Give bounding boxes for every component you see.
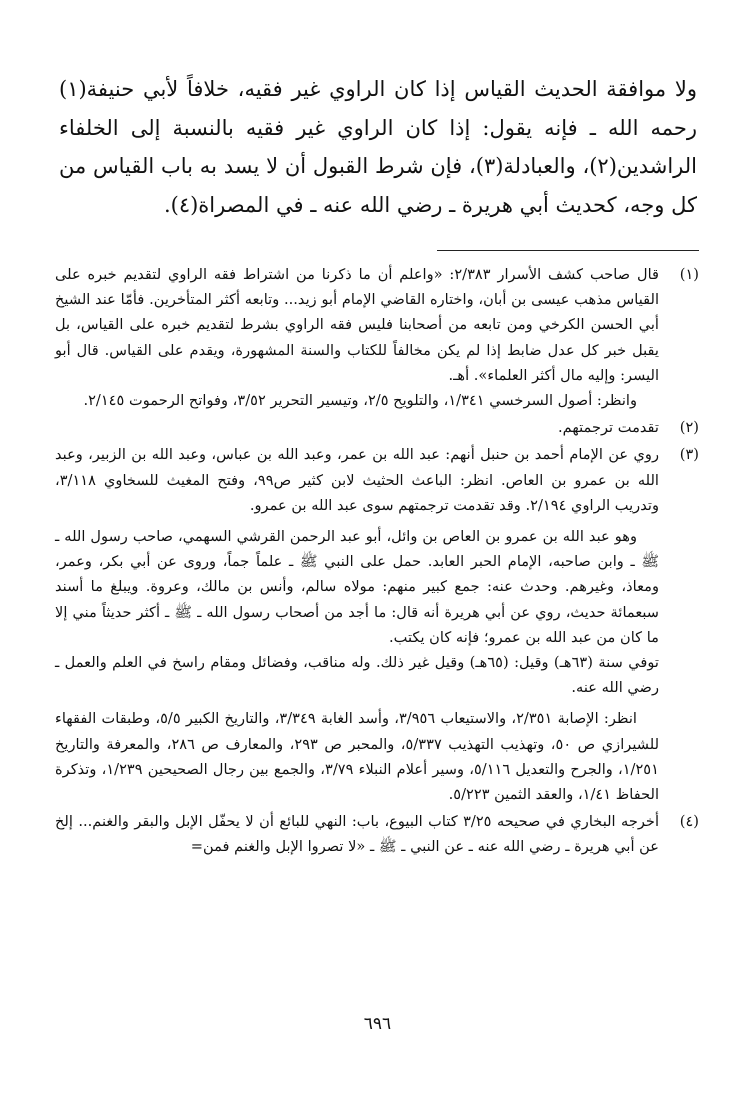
footnote-3	[55, 442, 699, 807]
main-text	[59, 70, 697, 224]
footnote-paragraph: انظر: الإصابة ٢/٣٥١، والاستيعاب ٣/٩٥٦، وأسد الغابة ٣/٣٤٩، والتاريخ الكبير ٥/٥، وطبقات الفقهاء للشيرازي ص ٥٠، وتهذيب التهذيب ٥/٣٣٧، والمحبر ص ٢٩٣، والمعارف ص ٢٨٦، والمعرفة والتاريخ ١/٢٥١، والجرح والتعديل ٥/١١٦، وسير أعلام النبلاء ٣/٧٩، والجمع بين رجال الصحيحين ١/٢٣٩، وتذكرة الحفاظ ١/٤١، والعقد الثمين ٥/٢٢٣.	[55, 710, 660, 804]
footnote-separator	[437, 250, 699, 251]
footnote-paragraph: وهو عبد الله بن عمرو بن العاص بن وائل، أبو عبد الرحمن القرشي السهمي، صاحب رسول الله ـ ﷺ ـ وابن صاحبه، الإمام الحبر العابد. حمل على النبي ﷺ ـ علماً جماً، وروى عن أبي بكر، وعمر، ومعاذ، وغيرهم. وحدث عنه: جمع كبير منهم: مولاه سالم، وأنس بن مالك، وعروة. ويبلغ ما أسند سبعمائة حديث، روي عن أبي هريرة أنه قال: ما أجد من أصحاب رسول الله ـ ﷺ ـ أكثر حديثاً مني إلا ما كان من عبد الله بن عمرو؛ فإنه كان يكتب.	[55, 528, 659, 646]
footnote-number: (٤)	[679, 813, 699, 831]
footnotes	[55, 262, 699, 860]
footnote-1	[55, 262, 699, 413]
footnote-number: (١)	[679, 266, 699, 283]
main-paragraph: ولا موافقة الحديث القياس إذا كان الراوي غير فقيه، خلافاً لأبي حنيفة(١) رحمه الله ـ فإنه يقول: إذا كان الراوي غير فقيه بالنسبة إلى الخلفاء الراشدين(٢)، والعبادلة(٣)، فإن شرط القبول أن لا يسد به باب القياس من كل وجه، كحديث أبي هريرة ـ رضي الله عنه ـ في المصراة(٤).	[59, 77, 697, 217]
footnote-number: (٢)	[679, 419, 699, 437]
footnote-paragraph: وانظر: أصول السرخسي ١/٣٤١، والتلويح ٢/٥، وتيسير التحرير ٣/٥٢، وفواتح الرحموت ٢/١٤٥.	[83, 392, 637, 410]
footnote-paragraph: أخرجه البخاري في صحيحه ٣/٢٥ كتاب البيوع، باب: النهي للبائع أن لا يحفّل الإبل والبقر والغنم... إلخ عن أبي هريرة ـ رضي الله عنه ـ عن النبي ـ ﷺ ـ «لا تصروا الإبل والغنم فمن=	[55, 813, 659, 856]
footnote-paragraph: توفي سنة (٦٣هـ) وقيل: (٦٥هـ) وقيل غير ذلك. وله مناقب، وفضائل ومقام راسخ في العلم والعمل ـ رضي الله عنه.	[55, 654, 659, 697]
footnote-4	[55, 809, 699, 859]
footnote-paragraph: روي عن الإمام أحمد بن حنبل أنهم: عبد الله بن عمر، وعبد الله بن عباس، وعبد الله بن الزبير، وعبد الله بن عمرو بن العاص. انظر: الباعث الحثيث لابن كثير ص٩٩، وفتح المغيث للسخاوي ٣/١١٨، وتدريب الراوي ٢/١٩٤. وقد تقدمت ترجمتهم سوى عبد الله بن عمرو.	[55, 446, 659, 514]
page-number: ٦٩٦	[363, 1014, 392, 1034]
footnote-paragraph: تقدمت ترجمتهم.	[558, 419, 659, 437]
footnote-number: (٣)	[679, 446, 699, 464]
footnote-paragraph: قال صاحب كشف الأسرار ٢/٣٨٣: «واعلم أن ما ذكرنا من اشتراط فقه الراوي لتقديم خبره على القياس مذهب عيسى بن أبان، واختاره القاضي الإمام أبو زيد... وتابعه أكثر المتأخرين. فأمّا عند الشيخ أبي الحسن الكرخي ومن تابعه من أصحابنا فليس فقه الراوي بشرط لتقديم خبره على القياس، بل يقبل خبر كل عدل ضابط إذا لم يكن مخالفاً للكتاب والسنة المشهورة، ويقدم على القياس. قال أبو اليسر: وإليه مال أكثر العلماء». أهـ.	[55, 266, 659, 384]
footnote-2	[55, 415, 699, 440]
